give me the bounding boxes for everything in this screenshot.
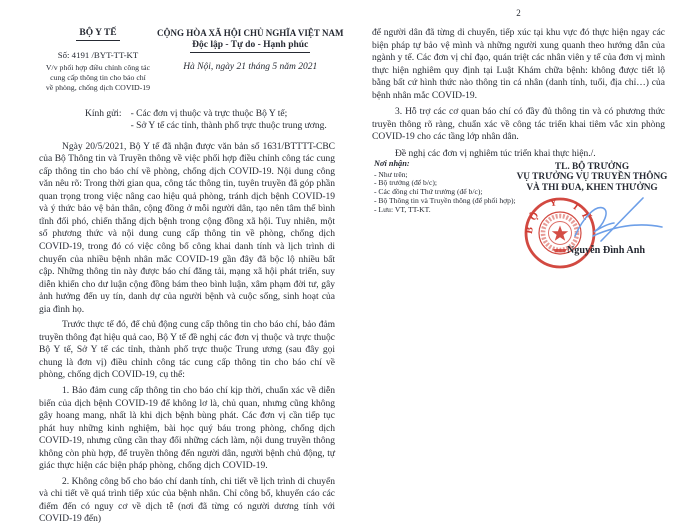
signer-name: Nguyễn Đình Anh [566, 245, 646, 256]
body-paragraph: để người dân đã từng di chuyển, tiếp xúc tại khu vực đó thực hiện ngay các biện pháp tự bảo vệ mình và những người xung quanh theo hướng dẫn của ngành y tế. Các đơn vị chỉ đạo, quán triệt các nhân viên y tế của đơn vị mình thực hiện nghiêm quy định tại Luật Khám chữa bệnh: không được tiết lộ bằng bất cứ hình thức nào thông tin cá nhân (danh tính, tuổi, địa chỉ…) của bệnh nhân mắc COVID-19. [372, 28, 665, 101]
recipients-footer-block [374, 160, 516, 214]
recipient-list [131, 108, 327, 133]
letterhead [39, 28, 344, 93]
body-paragraph: 1. Bảo đảm cung cấp thông tin cho báo chí kịp thời, chuẩn xác về diễn biến của dịch bệnh COVID-19 để không lơ là, chủ quan, nhưng cũng không gây hoang mang, nhất là khi dịch bệnh bùng phát. Các đơn vị cần tiếp tục phát huy những kinh nghiệm, bài học quý báu trong phòng, chống dịch COVID-19, nhưng cũng cần thay đổi những cách làm, nội dung truyền thông không còn phù hợp, để truyền thông đến người dân, người bệnh chủ động, tự giác thực hiện các biện pháp phòng, chống dịch COVID-19. [39, 385, 335, 472]
recipients-footer-item: - Như trên; [374, 169, 408, 179]
recipients-footer-item: - Lưu: VT, TT-KT. [374, 204, 431, 214]
body-paragraph: Trước thực tế đó, để chủ động cung cấp thông tin cho báo chí, bảo đảm truyền thông đạt hiệu quả cao, Bộ Y tế đề nghị các đơn vị thuộc và trực thuộc Bộ Y tế, Sở Y tế các tỉnh, thành phố trực thuộc Trung ương (sau đây gọi chung là đơn vị) điều chỉnh công tác cung cấp thông tin cho báo chí về phòng, chống dịch COVID-19, cụ thể: [39, 320, 335, 381]
document-number: Số: 4191 /BYT-TT-KT [57, 50, 139, 60]
page-2 [345, 0, 680, 532]
recipients-footer-item: - Các đồng chí Thứ trưởng (để b/c); [374, 187, 483, 197]
national-motto-line1: CỘNG HÒA XÃ HỘI CHỦ NGHĨA VIỆT NAM [157, 28, 344, 38]
signature-title-line: VÀ THI ĐUA, KHEN THƯỞNG [526, 182, 658, 193]
subject-line: V/v phối hợp điều chỉnh công tác [45, 63, 151, 72]
body-paragraph: 2. Không công bố cho báo chí danh tính, chi tiết về lịch trình di chuyển và chi tiết về quá trình tiếp xúc của bệnh nhân. Chỉ công bố, khuyến cáo các điểm đến có nguy cơ về dịch tễ (nơi đã từng có người dương tính với COVID-19 đến) [39, 476, 335, 525]
subject-line: cung cấp thông tin cho báo chí [50, 73, 146, 82]
issuing-org-block [39, 28, 157, 93]
closing-line: Đề nghị các đơn vị nghiêm túc triển khai thực hiện./. [395, 148, 596, 159]
national-header-block [157, 28, 343, 93]
subject-line: về phòng, chống dịch COVID-19 [45, 83, 151, 92]
recipient-line: - Sở Y tế các tỉnh, thành phố trực thuộc trung ương. [130, 121, 327, 132]
signature-title-line: VỤ TRƯỞNG VỤ TRUYỀN THÔNG [516, 172, 668, 183]
body-paragraph: 3. Hỗ trợ các cơ quan báo chí có đầy đủ thông tin và có phương thức truyền thông rõ ràng, chuẩn xác về công tác triển khai tiêm vắc xin phòng COVID-19 cho các tầng lớp nhân dân. [372, 107, 665, 143]
page-number: 2 [516, 8, 521, 18]
signature-scribble [567, 194, 665, 248]
body-paragraph: Ngày 20/5/2021, Bộ Y tế đã nhận được văn bản số 1631/BTTTT-CBC của Bộ Thông tin và Truyền thông về việc phối hợp điều chỉnh công tác cung cấp thông tin cho báo chí về phòng, chống dịch COVID-19. Nội dung công văn nêu rõ: Trong thời gian qua, công tác thông tin, tuyên truyền đã góp phần quan trọng trong việc nâng cao hiệu quả phòng, tránh dịch bệnh COVID-19 và ý thức bảo vệ bản thân, cộng đồng ở mỗi người dân, tạo nên tâm thế bình tĩnh đối phó, chiến thắng dịch bệnh trong cộng đồng xã hội. Tuy nhiên, một số phương thức và nội dung cung cấp thông tin về phòng, chống dịch COVID-19, trong đó có việc công bố công khai danh tính và lịch trình di chuyển của nhiều bệnh nhân mắc COVID-19 gần đây đã bộc lộ nhiều bất cập. Những thông tin này được báo chí đăng tải, mạng xã hội phát triển, suy diễn khiến cho dư luận cộng đồng bám theo bình luận, xâm phạm đời tư, gây ảnh hưởng đến uy tín, danh dự của người bệnh và cuộc sống, sinh hoạt của gia đình họ. [39, 141, 335, 315]
recipient-line: - Các đơn vị thuộc và trực thuộc Bộ Y tế; [130, 109, 288, 119]
national-motto-line2: Độc lập - Tự do - Hạnh phúc [157, 40, 343, 53]
salutation-label: Kính gửi: [85, 109, 122, 119]
salutation-block [39, 108, 335, 133]
recipients-footer-title: Nơi nhận: [374, 159, 410, 168]
stamp-star [552, 226, 568, 241]
signature-title-line: TL. BỘ TRƯỞNG [554, 162, 630, 172]
recipients-footer-item: - Bộ Thông tin và Truyền thông (để phối hợp); [374, 195, 516, 205]
place-and-date: Hà Nội, ngày 21 tháng 5 năm 2021 [183, 62, 318, 72]
recipients-footer-item: - Bộ trưởng (để b/c); [374, 178, 437, 188]
stamp-ring-text: BỘ Y TẾ [523, 196, 595, 235]
org-name: BỘ Y TẾ [39, 28, 157, 41]
signature-title-block [503, 162, 680, 193]
